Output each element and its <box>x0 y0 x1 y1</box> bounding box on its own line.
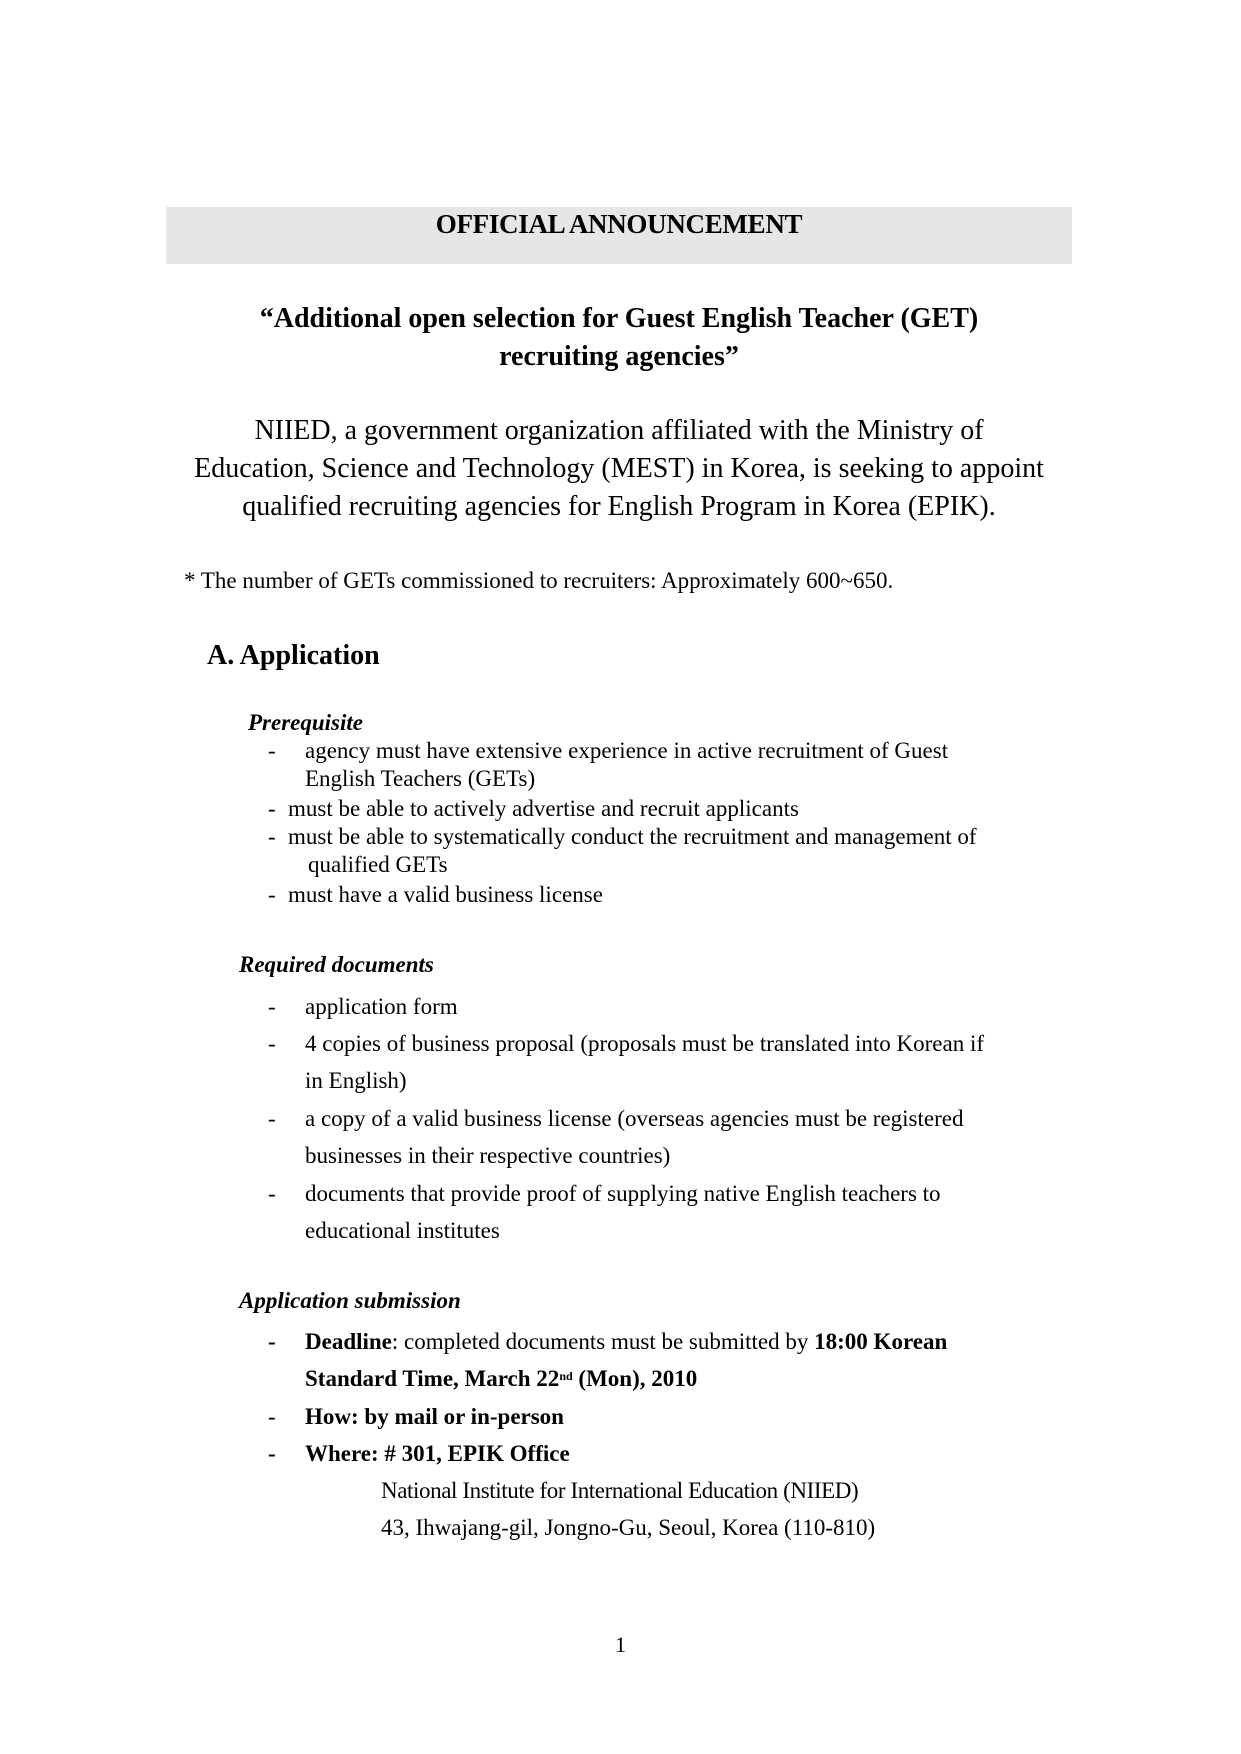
item-line: a copy of a valid business license (overseas agencies must be registered <box>305 1106 964 1131</box>
prerequisite-item <box>268 881 603 909</box>
prerequisite-item <box>268 737 948 793</box>
prerequisite-item <box>268 823 977 879</box>
how-text: How: by mail or in-person <box>305 1404 564 1429</box>
required-document-item <box>268 1175 941 1249</box>
bullet-dash: - <box>268 824 276 849</box>
item-line: must be able to systematically conduct the recruitment and management of <box>288 824 977 849</box>
bullet-dash: - <box>268 1329 276 1354</box>
page-number: 1 <box>615 1632 626 1657</box>
intro-line-2: Education, Science and Technology (MEST) in Korea, is seeking to appoint <box>194 453 1044 484</box>
bullet-dash: - <box>268 738 276 763</box>
document-subtitle <box>166 300 1072 376</box>
item-line: must be able to actively advertise and recruit applicants <box>288 796 799 821</box>
bullet-dash: - <box>268 994 276 1019</box>
item-line: in English) <box>305 1068 407 1093</box>
item-line: must have a valid business license <box>288 882 603 907</box>
bullet-dash: - <box>268 882 276 907</box>
deadline-text: : completed documents must be submitted by <box>391 1329 815 1354</box>
deadline-date-suffix: nd <box>559 1369 573 1383</box>
item-line: agency must have extensive experience in active recruitment of Guest <box>305 738 949 763</box>
intro-line-1: NIIED, a government organization affiliated with the Ministry of <box>254 415 984 446</box>
section-a-heading: A. Application <box>207 640 380 671</box>
bullet-dash: - <box>268 1441 276 1466</box>
deadline-label: Deadline <box>305 1329 392 1354</box>
address-line-2: 43, Ihwajang-gil, Jongno-Gu, Seoul, Korea (110-810) <box>381 1515 876 1540</box>
deadline-line-1 <box>305 1323 947 1360</box>
gets-count-note: * The number of GETs commissioned to recruiters: Approximately 600~650. <box>184 568 894 593</box>
item-line: educational institutes <box>305 1218 500 1243</box>
subtitle-line-1: “Additional open selection for Guest English Teacher (GET) <box>259 303 979 334</box>
item-line: businesses in their respective countries) <box>305 1143 671 1168</box>
deadline-date-rest: (Mon), 2010 <box>572 1366 698 1391</box>
required-document-item <box>268 1100 963 1174</box>
deadline-line-2 <box>305 1360 947 1397</box>
prerequisite-heading: Prerequisite <box>248 710 363 735</box>
where-item <box>268 1435 570 1472</box>
item-line: English Teachers (GETs) <box>305 766 536 791</box>
bullet-dash: - <box>268 1181 276 1206</box>
item-line: application form <box>305 994 458 1019</box>
bullet-dash: - <box>268 1106 276 1131</box>
bullet-dash: - <box>268 1404 276 1429</box>
required-documents-heading: Required documents <box>239 952 434 977</box>
deadline-date: Standard Time, March 22 <box>305 1366 560 1391</box>
item-line: documents that provide proof of supplying native English teachers to <box>305 1181 941 1206</box>
required-document-item <box>268 1025 984 1099</box>
intro-line-3: qualified recruiting agencies for English Program in Korea (EPIK). <box>242 491 996 522</box>
address-block <box>381 1472 875 1546</box>
banner-title: OFFICIAL ANNOUNCEMENT <box>435 209 803 239</box>
item-line: 4 copies of business proposal (proposals must be translated into Korean if <box>305 1031 985 1056</box>
prerequisite-item <box>268 795 799 823</box>
item-line: qualified GETs <box>308 852 448 877</box>
where-text: Where: # 301, EPIK Office <box>305 1441 570 1466</box>
required-document-item <box>268 988 458 1025</box>
bullet-dash: - <box>268 796 276 821</box>
address-line-1: National Institute for International Education (NIIED) <box>381 1478 859 1503</box>
how-item <box>268 1398 564 1435</box>
bullet-dash: - <box>268 1031 276 1056</box>
intro-paragraph <box>166 412 1072 526</box>
subtitle-line-2: recruiting agencies” <box>499 341 739 372</box>
deadline-time: 18:00 Korean <box>814 1329 948 1354</box>
announcement-banner <box>166 207 1072 264</box>
application-submission-heading: Application submission <box>239 1288 461 1313</box>
deadline-item <box>268 1323 947 1397</box>
